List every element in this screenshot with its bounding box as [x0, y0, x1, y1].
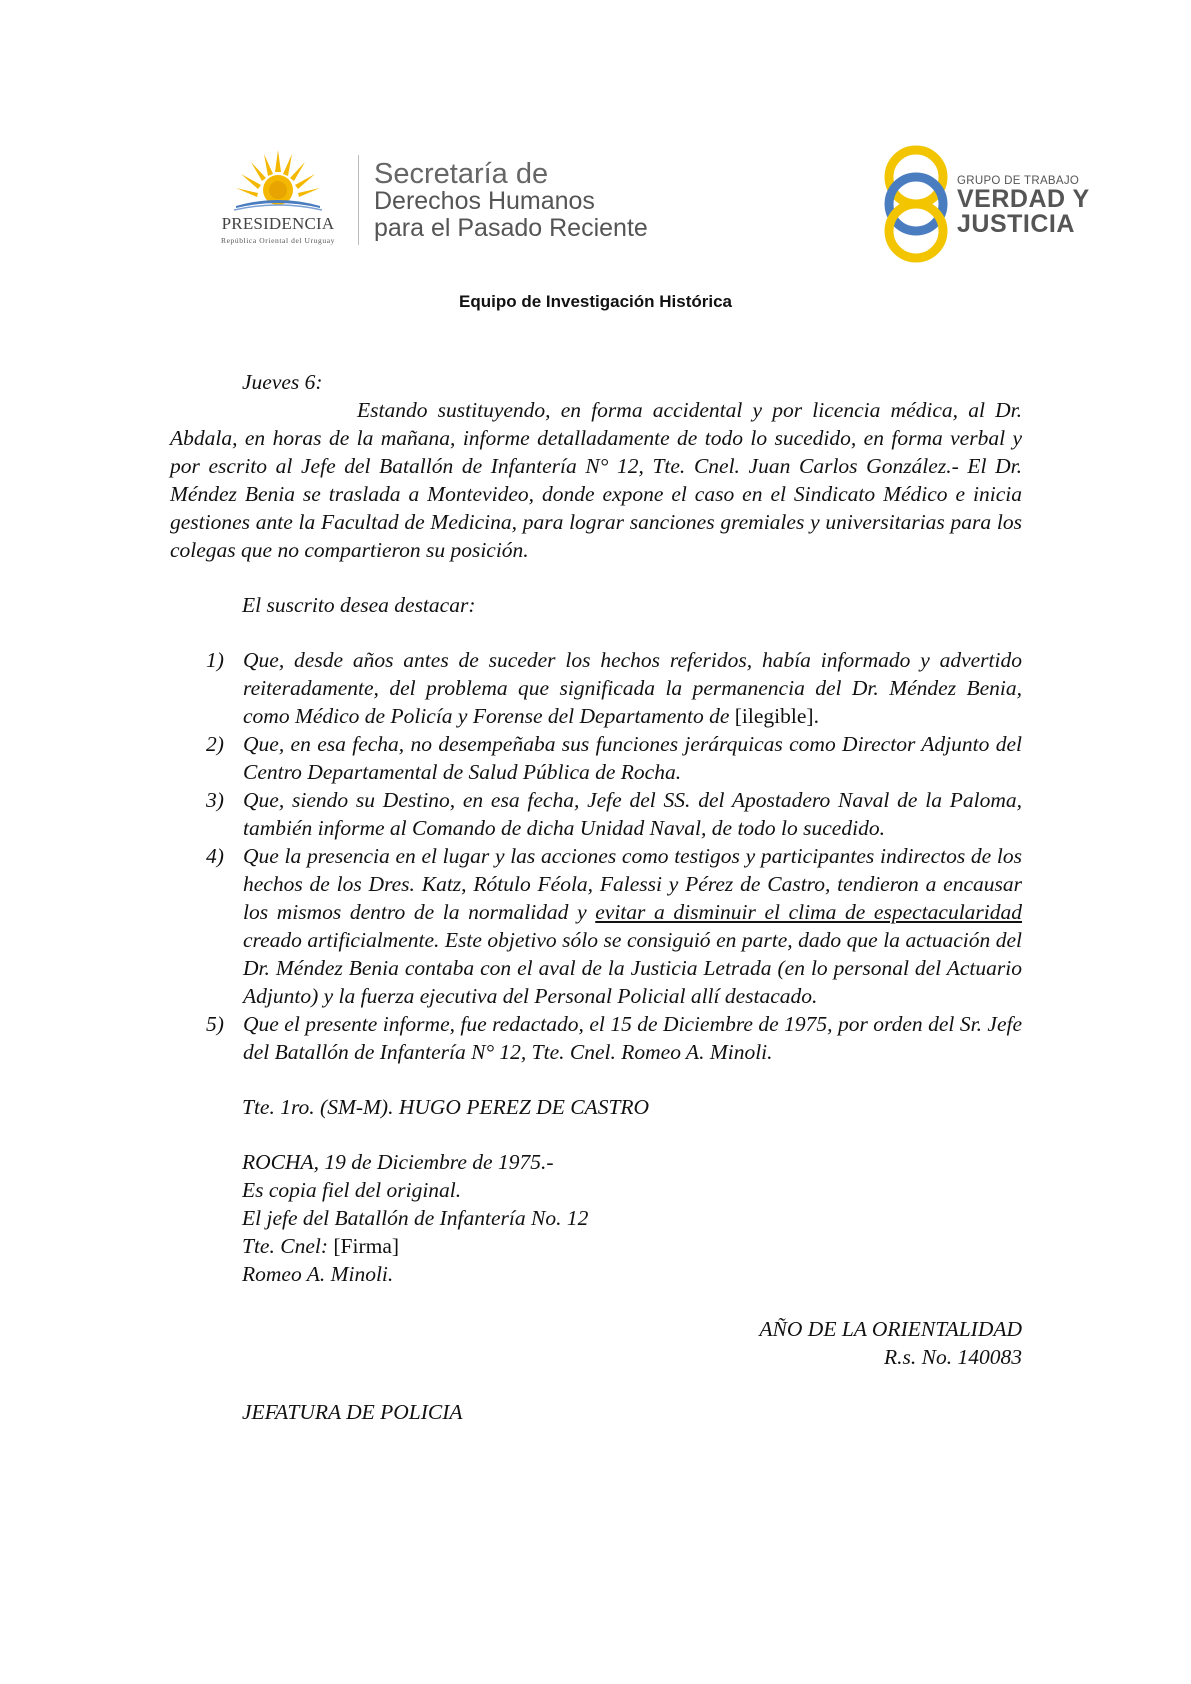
- sun-emblem-icon: [234, 150, 322, 214]
- closing-line2: Es copia fiel del original.: [242, 1178, 462, 1202]
- list-item: [170, 646, 1022, 730]
- footer-heading: JEFATURA DE POLICIA: [242, 1400, 463, 1424]
- intro-line: El suscrito desea destacar:: [242, 593, 476, 617]
- verdad-justicia-text: [957, 175, 1090, 237]
- presidencia-logo: [198, 150, 358, 250]
- list-item: [170, 730, 1022, 786]
- vyj-line3: JUSTICIA: [957, 210, 1075, 238]
- presidencia-name: PRESIDENCIA: [221, 214, 335, 233]
- list-item-number: 1): [206, 648, 224, 672]
- list-item-text: Que, siendo su Destino, en esa fecha, Jefe del SS. del Apostadero Naval de la Paloma, también informe al Comando de dicha Unidad Naval, de todo lo sucedido.: [243, 788, 1022, 840]
- vyj-line2: VERDAD Y: [957, 185, 1090, 213]
- closing-line3: El jefe del Batallón de Infantería No. 12: [242, 1206, 589, 1230]
- list-item: [170, 1010, 1022, 1066]
- paragraph-1: Estando sustituyendo, en forma accidental y por licencia médica, al Dr. Abdala, en horas de la mañana, informe detalladamente de todo lo sucedido, en forma verbal y por escrito al Jefe del Batallón de Infantería N° 12, Tte. Cnel. Juan Carlos González.- El Dr. Méndez Benia se traslada a Montevideo, donde expone el caso en el Sindicato Médico e inicia gestiones ante la Facultad de Medicina, para lograr sanciones gremiales y universitarias para los colegas que no compartieron su posición.: [170, 398, 1022, 562]
- header-divider: [358, 155, 359, 245]
- list-item-text-after: creado artificialmente. Este objetivo sólo se consiguió en parte, dado que la actuación del Dr. Méndez Benia contaba con el aval de la Justicia Letrada (en lo personal del Actuario Adjunto) y la fuerza ejecutiva del Personal Policial allí destacado.: [243, 928, 1022, 1008]
- closing-block: [170, 1148, 1022, 1288]
- secretaria-line3: para el Pasado Reciente: [374, 214, 648, 242]
- section-title: Equipo de Investigación Histórica: [459, 292, 732, 311]
- signature-note: [Firma]: [333, 1234, 400, 1258]
- illegible-note: [ilegible].: [734, 704, 819, 728]
- list-item-number: 4): [206, 844, 224, 868]
- underlined-phrase: evitar a disminuir el clima de espectacularidad: [595, 900, 1023, 924]
- closing-line4: [170, 1232, 1022, 1260]
- right-block-line1: AÑO DE LA ORIENTALIDAD: [759, 1317, 1022, 1341]
- right-block-line2: R.s. No. 140083: [884, 1345, 1022, 1369]
- list-item-text: Que el presente informe, fue redactado, el 15 de Diciembre de 1975, por orden del Sr. Jefe del Batallón de Infantería N° 12, Tte. Cnel. Romeo A. Minoli.: [243, 1012, 1022, 1064]
- closing-line4-label: Tte. Cnel:: [242, 1234, 334, 1258]
- secretaria-line2: Derechos Humanos: [374, 187, 595, 215]
- list-item-number: 5): [206, 1012, 224, 1036]
- closing-line1: ROCHA, 19 de Diciembre de 1975.-: [242, 1150, 554, 1174]
- list-item: [170, 842, 1022, 1010]
- secretaria-line1: Secretaría de: [374, 158, 549, 190]
- list-item-text: Que, desde años antes de suceder los hechos referidos, había informado y advertido reiteradamente, del problema que significada la permanencia del Dr. Méndez Benia, como Médico de Policía y Forense del Departamento de: [243, 648, 1022, 728]
- list-item: [170, 786, 1022, 842]
- document-body: [170, 368, 1022, 1426]
- signatory: Tte. 1ro. (SM-M). HUGO PEREZ DE CASTRO: [242, 1095, 650, 1119]
- list-item-text: Que, en esa fecha, no desempeñaba sus funciones jerárquicas como Director Adjunto del Centro Departamental de Salud Pública de Rocha.: [243, 732, 1022, 784]
- vyj-line1: GRUPO DE TRABAJO: [957, 175, 1080, 187]
- right-block: [170, 1315, 1022, 1371]
- list-item-number: 3): [206, 788, 224, 812]
- presidencia-subtitle: República Oriental del Uruguay: [220, 236, 335, 245]
- secretaria-logo-text: [374, 158, 648, 242]
- points-list: [170, 646, 1022, 1066]
- closing-line5: Romeo A. Minoli.: [242, 1262, 394, 1286]
- day-heading: Jueves 6:: [242, 370, 323, 394]
- list-item-text: Que la presencia en el lugar y las acciones como testigos y participantes indirectos de los hechos de los Dres. Katz, Rótulo Féola, Falessi y Pérez de Castro, tendieron a encausar los mismos dentro de la normalidad y: [243, 844, 1022, 924]
- list-item-number: 2): [206, 732, 224, 756]
